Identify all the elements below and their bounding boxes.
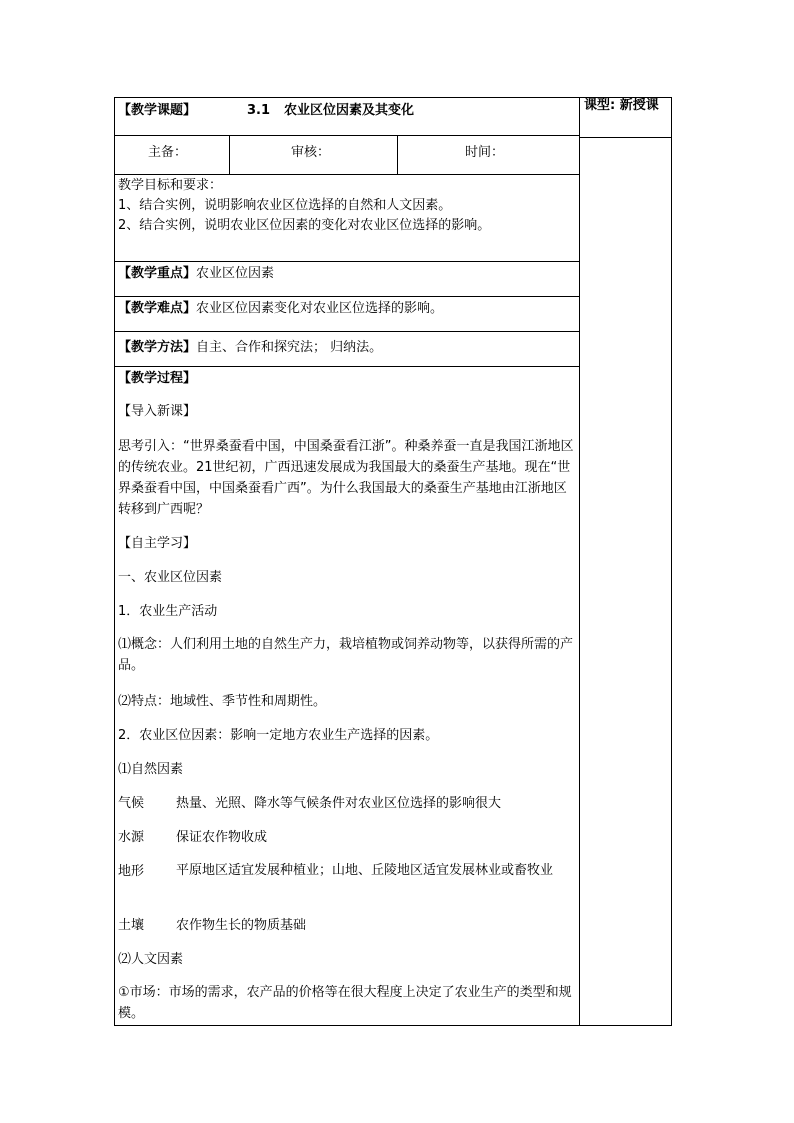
topic-label: 【教学课题】 xyxy=(118,103,197,118)
sub-heading-2: 2．农业区位因素：影响一定地方农业生产选择的因素。 xyxy=(118,728,439,743)
goals-heading: 教学目标和要求： xyxy=(118,178,223,193)
main-preparer-label: 主备： xyxy=(148,145,188,160)
difficulty-row xyxy=(118,301,443,317)
key-point-label: 【教学重点】 xyxy=(118,266,197,281)
factor-desc: 农作物生长的物质基础 xyxy=(176,918,307,933)
method-text: 自主、合作和探究法； 归纳法。 xyxy=(196,340,383,355)
factor-desc: 热量、光照、降水等气候条件对农业区位选择的影响很大 xyxy=(176,796,502,811)
process-heading: 【教学过程】 xyxy=(118,371,197,386)
factor-name: 水源 xyxy=(118,830,145,845)
goal-item: 2、结合实例，说明农业区位因素的变化对农业区位选择的影响。 xyxy=(118,218,491,233)
time-label: 时间： xyxy=(465,145,505,160)
row-divider-method xyxy=(114,366,579,367)
staff-divider-1 xyxy=(229,135,230,174)
table-border-right xyxy=(671,97,672,1025)
intro-paragraph: 思考引入：“世界桑蚕看中国，中国桑蚕看江浙”。种桑养蚕一直是我国江浙地区的传统农业。21世纪初，广西迅速发展成为我国最大的桑蚕生产基地。现在“世界桑蚕看中国，中国桑蚕看广西”。为什么我国最大的桑蚕生产基地由江浙地区转移到广西呢？ xyxy=(118,439,574,517)
factor-name: 地形 xyxy=(118,864,145,879)
table-border-bottom xyxy=(114,1025,672,1026)
reviewer-label: 审核： xyxy=(291,145,331,160)
row-divider-staff xyxy=(114,174,579,175)
topic-title: 农业区位因素及其变化 xyxy=(284,103,415,118)
market-paragraph: ①市场：市场的需求，农产品的价格等在很大程度上决定了农业生产的类型和规模。 xyxy=(118,985,572,1021)
factor-name: 土壤 xyxy=(118,918,145,933)
table-border-left xyxy=(114,97,115,1025)
factor-name: 气候 xyxy=(118,796,145,811)
difficulty-label: 【教学难点】 xyxy=(118,301,197,316)
lesson-type: 课型: 新授课 xyxy=(584,98,659,113)
difficulty-text: 农业区位因素变化对农业区位选择的影响。 xyxy=(196,301,444,316)
section-1-heading: 一、农业区位因素 xyxy=(118,570,223,585)
row-divider-header xyxy=(114,135,579,136)
row-divider-goals xyxy=(114,261,579,262)
goal-item: 1、结合实例，说明影响农业区位选择的自然和人文因素。 xyxy=(118,198,452,213)
key-point-row xyxy=(118,266,274,282)
key-point-text: 农业区位因素 xyxy=(196,266,275,281)
factor-desc: 保证农作物收成 xyxy=(176,830,268,845)
human-factors-heading: ⑵人文因素 xyxy=(118,952,184,967)
method-row xyxy=(118,340,382,356)
topic-number: 3.1 xyxy=(247,103,271,118)
row-divider-key xyxy=(114,296,579,297)
column-divider xyxy=(579,97,580,1025)
row-divider-title xyxy=(579,137,671,138)
feature-line: ⑵特点：地域性、季节性和周期性。 xyxy=(118,694,327,709)
staff-divider-2 xyxy=(397,135,398,174)
row-divider-difficulty xyxy=(114,331,579,332)
self-study-heading: 【自主学习】 xyxy=(118,536,197,551)
sub-heading-1: 1．农业生产活动 xyxy=(118,604,218,619)
intro-heading: 【导入新课】 xyxy=(118,404,197,419)
method-label: 【教学方法】 xyxy=(118,340,197,355)
factor-desc: 平原地区适宜发展种植业；山地、丘陵地区适宜发展林业或畜牧业 xyxy=(176,863,554,878)
concept-paragraph: ⑴概念：人们利用土地的自然生产力，栽培植物或饲养动物等，以获得所需的产品。 xyxy=(118,637,574,673)
natural-factors-heading: ⑴自然因素 xyxy=(118,762,184,777)
